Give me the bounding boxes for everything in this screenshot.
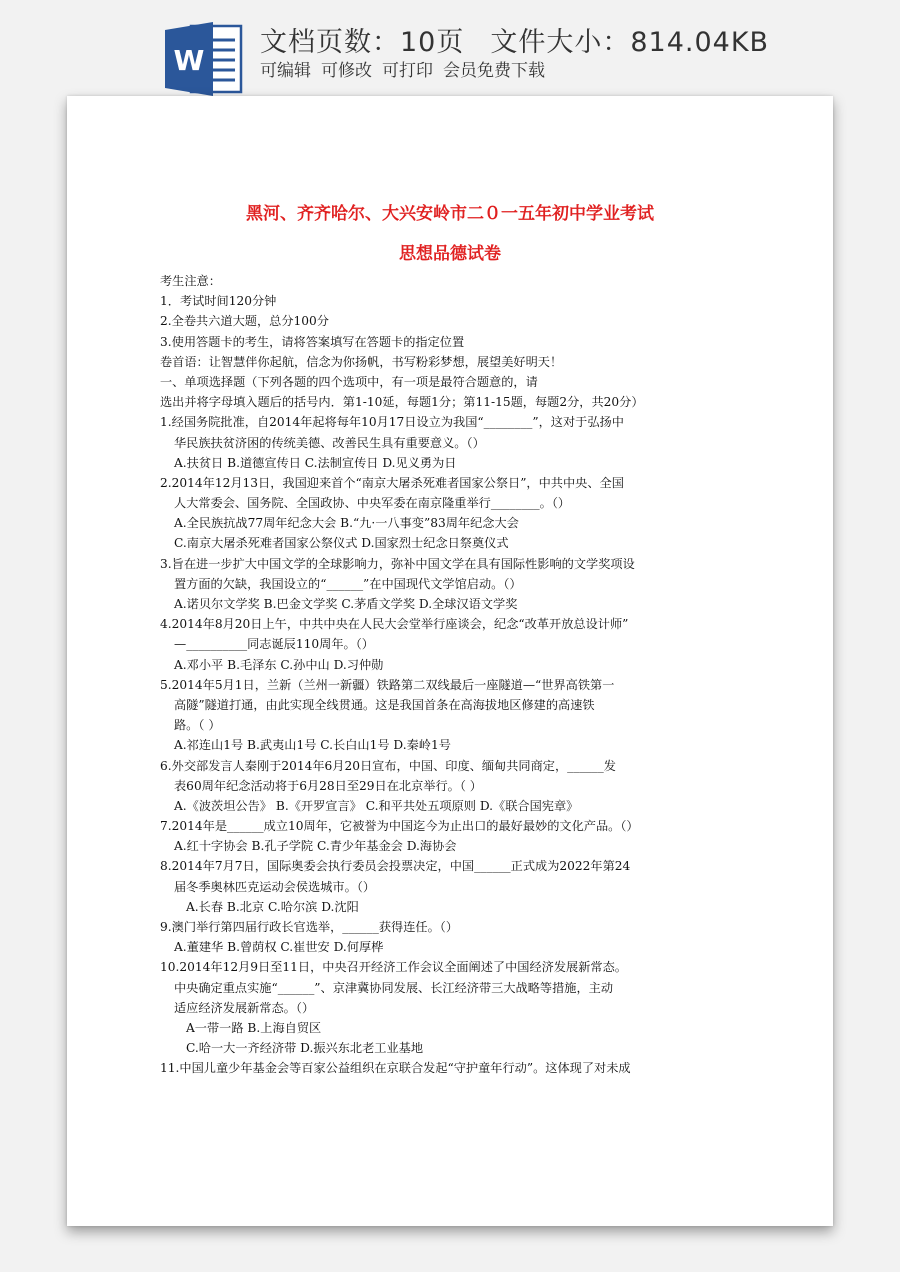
text-line: A.祁连山1号 B.武夷山1号 C.长白山1号 D.秦岭1号: [174, 738, 451, 753]
text-line: 2.全卷共六道大题，总分100分: [160, 314, 329, 329]
text-line: 人大常委会、国务院、全国政协、中央军委在南京隆重举行________。（）: [174, 496, 571, 511]
text-line: 适应经济发展新常态。（）: [174, 1000, 315, 1015]
text-line: 3.旨在进一步扩大中国文学的全球影响力，弥补中国文学在具有国际性影响的文学奖项设: [160, 556, 635, 571]
text-line: 1.经国务院批准，自2014年起将每年10月17日设立为我国“________”，这对于弘扬中: [160, 415, 624, 430]
text-line: 一、单项选择题（下列各题的四个选项中，有一项是最符合题意的，请: [160, 374, 538, 389]
text-line: 4.2014年8月20日上午，中共中央在人民大会堂举行座谈会，纪念“改革开放总设计师”: [160, 617, 629, 632]
text-line: 6.外交部发言人秦刚于2014年6月20日宣布，中国、印度、缅甸共同商定，______发: [160, 758, 616, 773]
text-line: 9.澳门举行第四届行政长官选举，______获得连任。（）: [160, 920, 459, 934]
text-line: A.诺贝尔文学奖 B.巴金文学奖 C.茅盾文学奖 D.全球汉语文学奖: [174, 597, 518, 611]
text-line: A.董建华 B.曾荫权 C.崔世安 D.何厚桦: [174, 940, 384, 955]
text-line: A.扶贫日 B.道德宣传日 C.法制宣传日 D.见义勇为日: [174, 455, 457, 470]
feature-modifiable: 可修改: [321, 61, 372, 81]
word-icon-letter: W: [173, 44, 205, 77]
text-line: 11.中国儿童少年基金会等百家公益组织在京联合发起“守护童年行动”。这体现了对未成: [160, 1061, 631, 1076]
text-line: 表60周年纪念活动将于6月28日至29日在北京举行。（ ）: [174, 778, 482, 793]
text-line: 置方面的欠缺，我国设立的“______”在中国现代文学馆启动。（）: [174, 576, 522, 591]
text-line: 10.2014年12月9日至11日，中央召开经济工作会议全面阐述了中国经济发展新常态。: [160, 960, 627, 975]
text-line: A.红十字协会 B.孔子学院 C.青少年基金会 D.海协会: [174, 839, 457, 854]
feature-member-download: 会员免费下载: [443, 61, 545, 81]
text-line: 选出并将字母填入题后的括号内．第1-10延，每题1分；第11-15题，每题2分，共20分）: [160, 395, 644, 410]
feature-list: [260, 56, 555, 81]
text-line: 卷首语：让智慧伴你起航，信念为你扬帆，书写粉彩梦想，展望美好明天！: [160, 354, 563, 369]
text-line: 5.2014年5月1日，兰新（兰州一新疆）铁路第二双线最后一座隧道—“世界高铁第一: [160, 677, 615, 692]
exam-subtitle: 思想品德试卷: [399, 244, 501, 264]
text-line: 华民族扶贫济困的传统美德、改善民生具有重要意义。（）: [174, 435, 485, 450]
text-line: 1．考试时间120分钟: [160, 294, 277, 309]
text-line: 中央确定重点实施“______”、京津冀协同发展、长江经济带三大战略等措施，主动: [174, 980, 614, 995]
text-line: 高隧”隧道打通，由此实现全线贯通。这是我国首条在高海拔地区修建的高速铁: [174, 697, 595, 712]
file-size-label: 文件大小：814.04KB: [490, 27, 770, 58]
text-line: 路。（ ）: [174, 718, 221, 733]
text-line: 7.2014年是______成立10周年，它被誉为中国迄今为止出口的最好最妙的文化产品。（）: [160, 819, 639, 834]
text-line: 8.2014年7月7日，国际奥委会执行委员会投票决定，中国______正式成为2022年第24: [160, 859, 631, 874]
text-line: C.南京大屠杀死难者国家公祭仪式 D.国家烈士纪念日祭奠仪式: [174, 536, 509, 551]
word-document-icon: [165, 22, 243, 96]
text-line: 2.2014年12月13日，我国迎来首个“南京大屠杀死难者国家公祭日”，中共中央、全国: [160, 475, 624, 490]
text-line: A一带一路 B.上海自贸区: [186, 1020, 322, 1035]
text-line: A.长春 B.北京 C.哈尔滨 D.沈阳: [186, 899, 359, 914]
text-line: A.邓小平 B.毛泽东 C.孙中山 D.习仲勋: [174, 657, 384, 672]
text-line: C.哈一大一齐经济带 D.振兴东北老工业基地: [186, 1041, 424, 1056]
exam-title: 黑河、齐齐哈尔、大兴安岭市二０一五年初中学业考试: [246, 204, 654, 224]
exam-body: [160, 271, 800, 1079]
text-line: A.全民族抗战77周年纪念大会 B.“九·一八事变”83周年纪念大会: [174, 516, 519, 531]
text-line: A.《波茨坦公告》 B.《开罗宣言》 C.和平共处五项原则 D.《联合国宪章》: [174, 798, 579, 813]
page-count-label: 文档页数：10页: [260, 27, 465, 58]
text-line: 3.使用答题卡的考生，请将答案填写在答题卡的指定位置: [160, 334, 465, 349]
document-page: [67, 96, 833, 1226]
document-stats: [260, 20, 795, 59]
feature-editable: 可编辑: [260, 61, 311, 81]
text-line: 考生注意：: [160, 274, 221, 288]
feature-printable: 可打印: [382, 61, 433, 81]
document-info-header: [0, 0, 900, 100]
text-line: —__________同志诞辰110周年。（）: [174, 637, 374, 652]
text-line: 届冬季奥林匹克运动会侯选城市。（）: [174, 879, 376, 894]
